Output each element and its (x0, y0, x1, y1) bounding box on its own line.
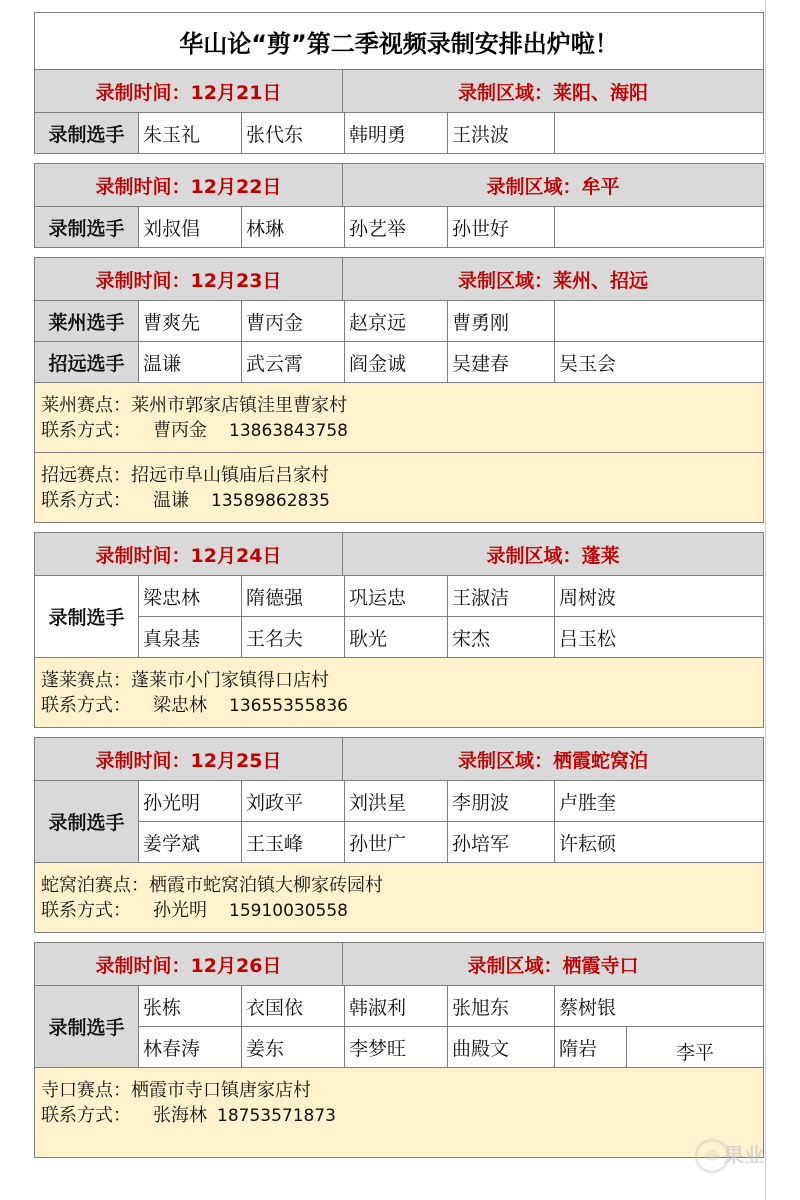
player-cell: 隋岩 (555, 1027, 627, 1067)
recording-date: 录制时间：12月22日 (35, 164, 343, 206)
player-cell: 曲殿文 (448, 1027, 555, 1067)
block-header (35, 738, 763, 781)
player-cell: 韩明勇 (345, 113, 448, 153)
player-cell: 吴玉会 (559, 352, 617, 375)
contact-name: 张海林 (153, 1105, 207, 1126)
player-cell: 吕玉松 (559, 627, 617, 650)
player-cell: 韩淑利 (345, 986, 448, 1026)
players-table (35, 341, 763, 382)
contact-name: 温谦 (153, 490, 189, 511)
contact-line (41, 418, 757, 444)
player-cell: 张代东 (242, 113, 345, 153)
players-grid (139, 113, 763, 153)
recording-area: 录制区域：莱州、招远 (457, 269, 648, 292)
player-cell: 曹勇刚 (448, 301, 555, 341)
contact-label: 联系方式： (41, 1105, 131, 1126)
players-table (35, 207, 763, 247)
players-label: 录制选手 (35, 576, 139, 657)
player-cell: 阎金诚 (345, 342, 448, 382)
player-cell: 赵京远 (345, 301, 448, 341)
venue-info (35, 657, 763, 727)
players-table (35, 781, 763, 862)
schedule-sheet (34, 12, 764, 1158)
player-cell: 王玉峰 (242, 822, 345, 862)
contact-line (41, 1103, 757, 1129)
block-header (35, 943, 763, 986)
player-cell: 刘政平 (242, 781, 345, 821)
players-table (35, 113, 763, 153)
player-cell: 林春涛 (139, 1027, 242, 1067)
players-label: 录制选手 (35, 207, 139, 247)
player-cell: 武云霄 (242, 342, 345, 382)
sheet-right-border (765, 0, 766, 1200)
player-cell: 曹丙金 (242, 301, 345, 341)
contact-label: 联系方式： (41, 420, 131, 441)
recording-date: 录制时间：12月23日 (35, 258, 343, 300)
player-cell: 吴建春 (448, 342, 555, 382)
table-row (139, 113, 763, 153)
player-cell: 蔡树银 (559, 996, 617, 1019)
player-cell: 巩运忠 (345, 576, 448, 616)
player-cell: 刘洪星 (345, 781, 448, 821)
table-row (139, 1027, 763, 1067)
players-label: 录制选手 (35, 986, 139, 1067)
table-row (139, 576, 763, 617)
recording-area: 录制区域：莱阳、海阳 (457, 81, 648, 104)
venue-address: 寺口赛点：栖霞市寺口镇唐家店村 (41, 1080, 311, 1101)
block-header (35, 533, 763, 576)
contact-phone: 13863843758 (229, 421, 348, 441)
table-row (139, 342, 763, 382)
contact-line (41, 488, 757, 514)
player-cell: 梁忠林 (139, 576, 242, 616)
table-row (139, 822, 763, 862)
block-header (35, 258, 763, 301)
venue-info (35, 452, 763, 522)
schedule-block-dec21 (34, 69, 764, 154)
player-cell: 孙培军 (448, 822, 555, 862)
players-grid (139, 986, 763, 1067)
contact-phone: 15910030558 (229, 901, 348, 921)
contact-phone: 18753571873 (217, 1106, 336, 1126)
venue-address: 莱州赛点：莱州市郭家店镇洼里曹家村 (41, 395, 347, 416)
schedule-block-dec26 (34, 942, 764, 1158)
players-table (35, 301, 763, 341)
player-cell: 张旭东 (448, 986, 555, 1026)
contact-name: 孙光明 (153, 900, 207, 921)
table-row (139, 781, 763, 822)
player-cell (555, 113, 763, 153)
player-cell: 王名夫 (242, 617, 345, 657)
player-cell: 刘叔倡 (139, 207, 242, 247)
schedule-block-dec23 (34, 257, 764, 523)
players-grid (139, 207, 763, 247)
recording-date: 录制时间：12月26日 (35, 943, 343, 985)
player-cell: 卢胜奎 (559, 791, 617, 814)
player-cell: 孙光明 (139, 781, 242, 821)
player-cell: 宋杰 (448, 617, 555, 657)
player-cell: 孙艺举 (345, 207, 448, 247)
player-cell: 周树波 (559, 586, 617, 609)
schedule-block-dec24 (34, 532, 764, 728)
table-row (139, 207, 763, 247)
player-cell: 李梦旺 (345, 1027, 448, 1067)
players-grid (139, 301, 763, 341)
player-cell: 李朋波 (448, 781, 555, 821)
player-cell: 真泉基 (139, 617, 242, 657)
block-header (35, 70, 763, 113)
player-cell: 隋德强 (242, 576, 345, 616)
recording-date: 录制时间：12月25日 (35, 738, 343, 780)
players-grid (139, 342, 763, 382)
player-cell: 曹爽先 (139, 301, 242, 341)
player-cell: 王淑洁 (448, 576, 555, 616)
venue-info (35, 862, 763, 932)
player-cell: 温谦 (139, 342, 242, 382)
recording-date: 录制时间：12月21日 (35, 70, 343, 112)
venue-address: 蓬莱赛点：蓬莱市小门家镇得口店村 (41, 670, 329, 691)
schedule-block-dec22 (34, 163, 764, 248)
player-cell: 林琳 (242, 207, 345, 247)
schedule-block-dec25 (34, 737, 764, 933)
contact-line (41, 898, 757, 924)
venue-info (35, 382, 763, 452)
player-cell: 李平 (675, 1042, 714, 1064)
players-label: 录制选手 (35, 781, 139, 862)
contact-phone: 13589862835 (211, 491, 330, 511)
players-table (35, 576, 763, 657)
players-grid (139, 576, 763, 657)
contact-name: 曹丙金 (153, 420, 207, 441)
contact-name: 梁忠林 (153, 695, 207, 716)
contact-line (41, 693, 757, 719)
venue-address: 招远赛点：招远市阜山镇庙后吕家村 (41, 465, 329, 486)
player-cell: 孙世广 (345, 822, 448, 862)
player-cell: 朱玉礼 (139, 113, 242, 153)
venue-info (35, 1067, 763, 1157)
contact-label: 联系方式： (41, 900, 131, 921)
page-title: 华山论“剪”第二季视频录制安排出炉啦！ (34, 12, 764, 69)
player-cell: 许耘硕 (559, 832, 617, 855)
table-row (139, 301, 763, 341)
player-cell (555, 207, 763, 247)
recording-area: 录制区域：牟平 (486, 175, 620, 198)
contact-label: 联系方式： (41, 490, 131, 511)
recording-area: 录制区域：栖霞蛇窝泊 (457, 749, 648, 772)
player-cell: 姜东 (242, 1027, 345, 1067)
watermark-text: 果业 (724, 1143, 764, 1167)
contact-phone: 13655355836 (229, 696, 348, 716)
table-row (139, 617, 763, 657)
block-header (35, 164, 763, 207)
table-row (139, 986, 763, 1027)
players-label: 录制选手 (35, 113, 139, 153)
player-cell: 姜学斌 (139, 822, 242, 862)
players-label: 莱州选手 (35, 301, 139, 341)
player-cell: 衣国依 (242, 986, 345, 1026)
venue-address: 蛇窝泊赛点：栖霞市蛇窝泊镇大柳家砖园村 (41, 875, 383, 896)
player-cell: 孙世好 (448, 207, 555, 247)
recording-area: 录制区域：栖霞寺口 (467, 954, 639, 977)
player-cell: 张栋 (139, 986, 242, 1026)
player-cell: 耿光 (345, 617, 448, 657)
contact-label: 联系方式： (41, 695, 131, 716)
players-grid (139, 781, 763, 862)
player-cell (555, 301, 763, 341)
player-cell: 王洪波 (448, 113, 555, 153)
recording-area: 录制区域：蓬莱 (486, 544, 620, 567)
players-table (35, 986, 763, 1067)
players-label: 招远选手 (35, 342, 139, 382)
recording-date: 录制时间：12月24日 (35, 533, 343, 575)
